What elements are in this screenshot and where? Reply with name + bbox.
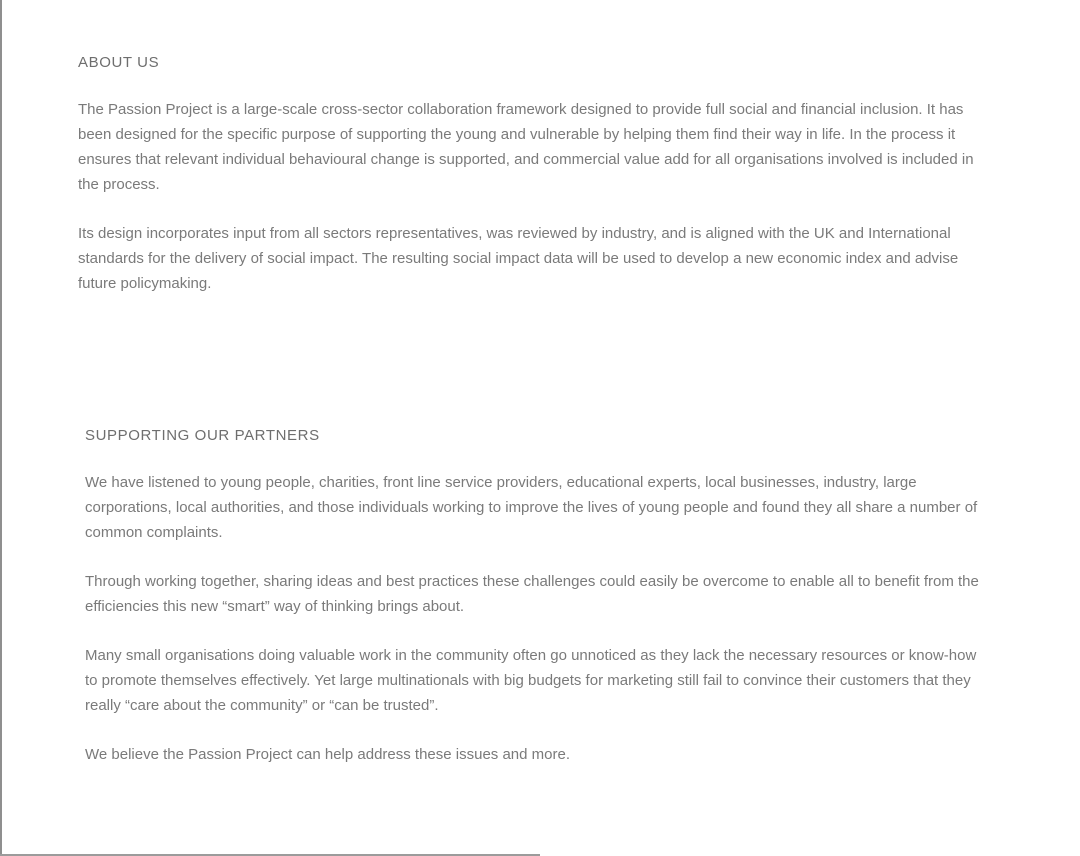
section-about-us	[78, 52, 990, 296]
about-us-paragraph-1: The Passion Project is a large-scale cross-sector collaboration framework designed to provide full social and financial inclusion. It has been designed for the specific purpose of supporting the young and vulnerable by helping them find their way in life. In the process it ensures that relevant individual behavioural change is supported, and commercial value add for all organisations involved is included in the process.	[78, 101, 974, 193]
supporting-our-partners-heading: SUPPORTING OUR PARTNERS	[85, 427, 320, 444]
partners-paragraph-1: We have listened to young people, charities, front line service providers, educational experts, local businesses, industry, large corporations, local authorities, and those individuals working to improve the lives of young people and found they all share a number of common complaints.	[85, 474, 978, 541]
partners-paragraph-2: Through working together, sharing ideas and best practices these challenges could easily be overcome to enable all to benefit from the efficiencies this new “smart” way of thinking brings about.	[85, 573, 979, 615]
page-left-edge-divider	[0, 0, 2, 856]
section-supporting-our-partners	[85, 425, 990, 767]
partners-paragraph-4: We believe the Passion Project can help address these issues and more.	[85, 746, 570, 763]
partners-paragraph-3: Many small organisations doing valuable work in the community often go unnoticed as they lack the necessary resources or know-how to promote themselves effectively. Yet large multinationals with big budgets for marketing still fail to convince their customers that they really “care about the community” or “can be trusted”.	[85, 647, 977, 714]
about-us-heading: ABOUT US	[78, 54, 160, 71]
about-us-paragraph-2: Its design incorporates input from all sectors representatives, was reviewed by industry, and is aligned with the UK and International standards for the delivery of social impact. The resulting social impact data will be used to develop a new economic index and advise future policymaking.	[78, 225, 959, 292]
